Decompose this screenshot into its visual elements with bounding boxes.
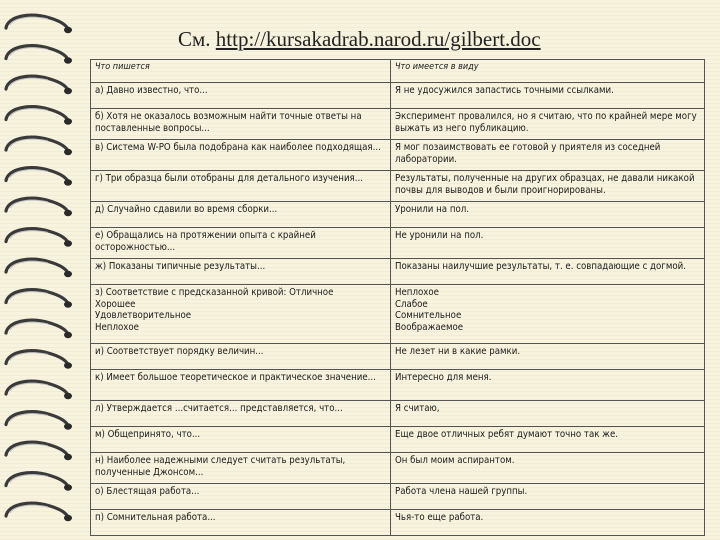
cell-written: д) Случайно сдавили во время сборки... bbox=[91, 202, 391, 228]
cell-written: м) Общепринято, что... bbox=[91, 427, 391, 453]
cell-written: а) Давно известно, что... bbox=[91, 83, 391, 109]
grade-line: Удовлетворительное bbox=[95, 310, 192, 321]
grade-line: Воображаемое bbox=[395, 321, 464, 333]
cell-written: о) Блестящая работа... bbox=[91, 484, 391, 510]
spiral-ring bbox=[6, 351, 72, 369]
cell-meant bbox=[391, 285, 705, 344]
spiral-ring bbox=[6, 198, 72, 216]
spiral-ring bbox=[6, 168, 72, 186]
cell-meant: Я не удосужился запастись точными ссылками. bbox=[391, 83, 705, 109]
spiral-ring bbox=[6, 503, 72, 521]
spiral-ring bbox=[6, 107, 72, 125]
cell-written: и) Соответствует порядку величин... bbox=[91, 344, 391, 370]
cell-written: ж) Показаны типичные результаты... bbox=[91, 259, 391, 285]
grade-line: з) Соответствие с предсказанной кривой: Отличное bbox=[95, 287, 334, 298]
cell-written: б) Хотя не оказалось возможным найти точные ответы на поставленные вопросы... bbox=[91, 109, 391, 140]
table-row bbox=[91, 228, 705, 259]
cell-written: п) Сомнительная работа... bbox=[91, 510, 391, 536]
spiral-ring bbox=[6, 442, 72, 460]
cell-meant: Эксперимент провалился, но я считаю, что по крайней мере могу выжать из него публикацию. bbox=[391, 109, 705, 140]
spiral-ring bbox=[6, 412, 72, 430]
cell-written: к) Имеет большое теоретическое и практическое значение... bbox=[91, 370, 391, 401]
cell-written: е) Обращались на протяжении опыта с крайней осторожностью... bbox=[91, 228, 391, 259]
grade-line: Неплохое bbox=[95, 321, 139, 333]
table-row bbox=[91, 453, 705, 484]
header-written: Что пишется bbox=[91, 60, 391, 83]
cell-meant: Не лезет ни в какие рамки. bbox=[391, 344, 705, 370]
spiral-ring bbox=[6, 290, 72, 308]
table-row bbox=[91, 484, 705, 510]
cell-written: н) Наиболее надежными следует считать результаты, полученные Джонсом... bbox=[91, 453, 391, 484]
grade-line: Хорошее bbox=[95, 298, 136, 310]
cell-meant: Уронили на пол. bbox=[391, 202, 705, 228]
cell-meant: Еще двое отличных ребят думают точно так же. bbox=[391, 427, 705, 453]
spiral-ring bbox=[6, 229, 72, 247]
grade-line: Слабое bbox=[395, 298, 428, 310]
cell-meant: Я считаю, bbox=[391, 401, 705, 427]
comparison-table bbox=[90, 59, 705, 536]
cell-meant: Чья-то еще работа. bbox=[391, 510, 705, 536]
table-header-row bbox=[91, 60, 705, 83]
slide-title bbox=[178, 27, 698, 52]
spiral-ring bbox=[6, 15, 72, 33]
table-row bbox=[91, 370, 705, 401]
cell-meant: Не уронили на пол. bbox=[391, 228, 705, 259]
cell-written bbox=[91, 285, 391, 344]
spiral-rings bbox=[0, 0, 80, 540]
cell-meant: Работа члена нашей группы. bbox=[391, 484, 705, 510]
table-row bbox=[91, 202, 705, 228]
table-row bbox=[91, 109, 705, 140]
cell-meant: Он был моим аспирантом. bbox=[391, 453, 705, 484]
grade-line: Сомнительное bbox=[395, 310, 462, 321]
grade-line: Неплохое bbox=[395, 287, 439, 298]
cell-written: в) Система W-PO была подобрана как наиболее подходящая... bbox=[91, 140, 391, 171]
cell-meant: Интересно для меня. bbox=[391, 370, 705, 401]
title-url-link[interactable]: http://kursakadrab.narod.ru/gilbert.doc bbox=[215, 27, 541, 51]
spiral-ring bbox=[6, 473, 72, 491]
cell-meant: Результаты, полученные на других образцах, не давали никакой почвы для выводов и были проигнорированы. bbox=[391, 171, 705, 202]
spiral-ring bbox=[6, 46, 72, 64]
table-row bbox=[91, 259, 705, 285]
table-row bbox=[91, 510, 705, 536]
spiral-binding bbox=[0, 0, 80, 540]
cell-written: л) Утверждается ...считается... представляется, что... bbox=[91, 401, 391, 427]
table-row bbox=[91, 285, 705, 344]
table-row bbox=[91, 171, 705, 202]
spiral-ring bbox=[6, 381, 72, 399]
table-row bbox=[91, 427, 705, 453]
cell-meant: Показаны наилучшие результаты, т. е. совпадающие с догмой. bbox=[391, 259, 705, 285]
table-row bbox=[91, 140, 705, 171]
spiral-ring bbox=[6, 76, 72, 94]
spiral-ring bbox=[6, 259, 72, 277]
header-meant: Что имеется в виду bbox=[391, 60, 705, 83]
table-row bbox=[91, 344, 705, 370]
table-row bbox=[91, 401, 705, 427]
table-row bbox=[91, 83, 705, 109]
cell-written: г) Три образца были отобраны для детального изучения... bbox=[91, 171, 391, 202]
title-prefix: См. bbox=[178, 27, 211, 51]
spiral-ring bbox=[6, 320, 72, 338]
spiral-ring bbox=[6, 137, 72, 155]
cell-meant: Я мог позаимствовать ее готовой у приятеля из соседней лаборатории. bbox=[391, 140, 705, 171]
